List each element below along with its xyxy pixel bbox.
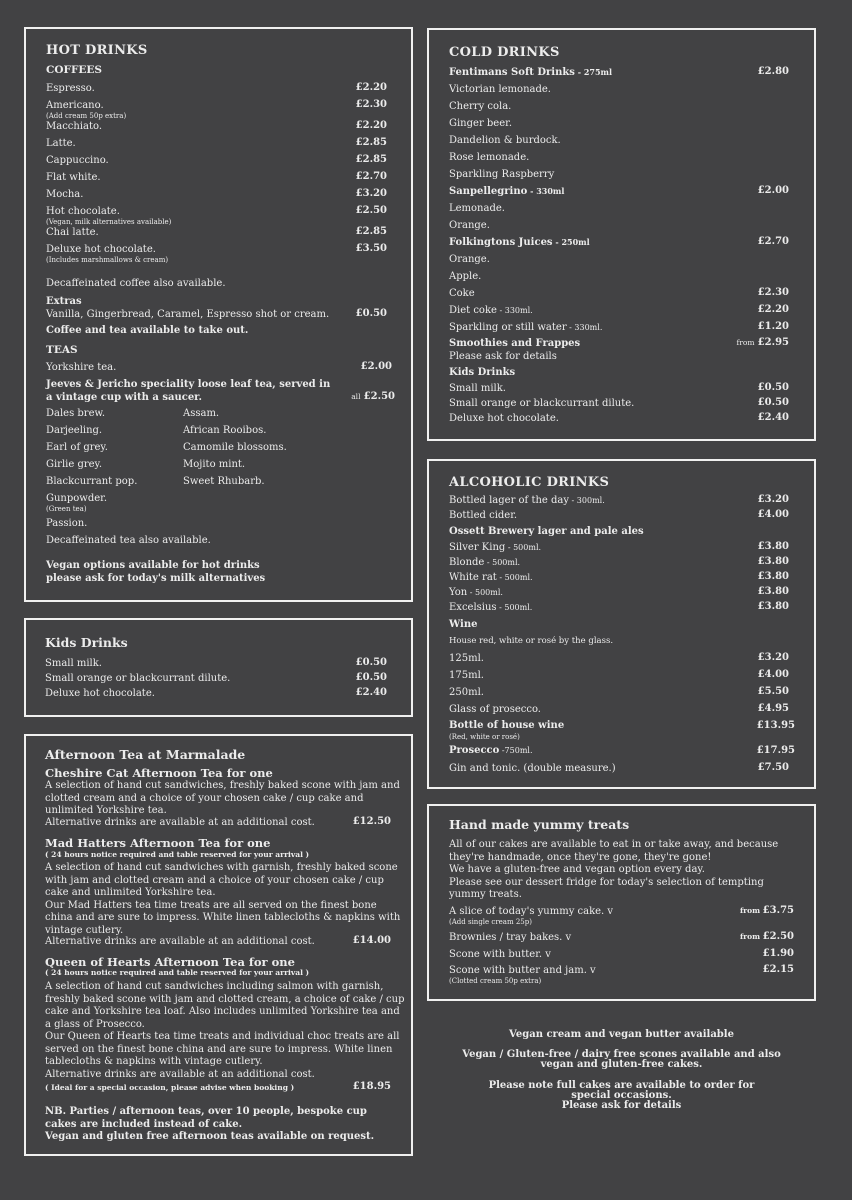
queen-of-hearts-line: cake and Yorkshire tea loaf. Also includes unlimited Yorkshire tea and bbox=[45, 1006, 400, 1017]
mad-hatters-line: Our Mad Hatters tea time treats are all served on the finest bone bbox=[45, 899, 377, 911]
cold-drinks-title: COLD DRINKS bbox=[449, 45, 560, 60]
cheshire-line: unlimited Yorkshire tea. bbox=[45, 805, 167, 816]
wine-item-name: 175ml. bbox=[449, 670, 484, 681]
coffee-item-name: Deluxe hot chocolate. bbox=[46, 244, 156, 255]
ale-name: Silver King - 500ml. bbox=[449, 542, 542, 553]
cold-kids-price: £0.50 bbox=[757, 382, 789, 393]
prosecco bbox=[449, 745, 533, 756]
kids-drink-name: Small milk. bbox=[45, 658, 102, 669]
treat-item-price: £1.90 bbox=[762, 948, 794, 959]
cheshire-cat-title: Cheshire Cat Afternoon Tea for one bbox=[45, 766, 273, 780]
cheshire-line: A selection of hand cut sandwiches, freshly baked scone with jam and bbox=[45, 780, 400, 791]
mad-hatters-line: vintage cutlery. bbox=[45, 924, 124, 936]
treat-item-name: A slice of today's yummy cake. v bbox=[449, 906, 614, 917]
tea-item: Gunpowder. bbox=[46, 493, 108, 504]
jeeves-price-value: £2.50 bbox=[363, 391, 395, 402]
cold-drink-name: Rose lemonade. bbox=[449, 152, 530, 163]
mad-hatters-line: china and are sure to impress. White linen tablecloths & napkins with bbox=[45, 912, 401, 923]
coffee-item-name: Latte. bbox=[46, 138, 76, 149]
coffee-item-price: £3.50 bbox=[355, 243, 387, 254]
queen-of-hearts-occasion: ( Ideal for a special occasion, please advise when booking ) bbox=[45, 1083, 295, 1092]
yorkshire-tea-price: £2.00 bbox=[360, 361, 392, 372]
mad-hatters-line: cake and unlimited Yorkshire tea. bbox=[45, 887, 216, 898]
decaf-coffee-note: Decaffeinated coffee also available. bbox=[46, 278, 226, 289]
treats-line: Please see our dessert fridge for today's selection of tempting bbox=[449, 876, 764, 888]
cold-drink-name: Diet coke - 330ml. bbox=[449, 305, 533, 316]
tea-item: Darjeeling. bbox=[46, 425, 103, 436]
bottled-lager bbox=[449, 495, 605, 506]
treats-line: yummy treats. bbox=[449, 889, 522, 900]
gin-and-tonic-price: £7.50 bbox=[757, 762, 789, 773]
smoothies-price bbox=[736, 337, 789, 348]
queen-of-hearts-title: Queen of Hearts Afternoon Tea for one bbox=[45, 955, 295, 969]
ale-name: Blonde - 500ml. bbox=[449, 557, 521, 568]
coffee-item-name: Mocha. bbox=[46, 189, 84, 200]
afternoon-tea-title: Afternoon Tea at Marmalade bbox=[45, 747, 246, 762]
kids-drink-name: Small orange or blackcurrant dilute. bbox=[45, 673, 231, 684]
footer-line-3c: Please ask for details bbox=[561, 1100, 682, 1111]
cheshire-alt-drinks: Alternative drinks are available at an additional cost. bbox=[45, 817, 315, 828]
alcoholic-drinks-title: ALCOHOLIC DRINKS bbox=[449, 475, 610, 490]
bottled-lager-name: Bottled lager of the day bbox=[449, 495, 570, 506]
treat-item-price: from £3.75 bbox=[739, 905, 794, 916]
bottled-lager-price: £3.20 bbox=[757, 494, 789, 505]
mad-hatters-alt-drinks: Alternative drinks are available at an additional cost. bbox=[45, 936, 315, 947]
treat-item-note: (Add single cream 25p) bbox=[449, 918, 532, 926]
cold-drink-price: £2.00 bbox=[757, 185, 789, 196]
ale-price: £3.80 bbox=[757, 541, 789, 552]
treat-item-price: from £2.50 bbox=[739, 931, 794, 942]
jeeves-all-label: all bbox=[351, 392, 361, 401]
cold-drink-name: Coke bbox=[449, 288, 475, 299]
hot-drinks-title: HOT DRINKS bbox=[46, 43, 148, 58]
treat-item-note: (Clotted cream 50p extra) bbox=[449, 977, 542, 985]
tea-item: Camomile blossoms. bbox=[183, 442, 287, 453]
coffee-item-price: £2.85 bbox=[355, 137, 387, 148]
ossett-heading: Ossett Brewery lager and pale ales bbox=[449, 526, 644, 537]
treats-title: Hand made yummy treats bbox=[449, 817, 630, 832]
jeeves-line-1: Jeeves & Jericho speciality loose leaf tea, served in bbox=[46, 379, 331, 390]
vegan-options-line-1: Vegan options available for hot drinks bbox=[46, 560, 260, 571]
ale-price: £3.80 bbox=[757, 586, 789, 597]
wine-item-price: £4.00 bbox=[757, 669, 789, 680]
gunpowder-note: (Green tea) bbox=[46, 505, 87, 513]
cold-drink-name: Lemonade. bbox=[449, 203, 505, 214]
cold-kids-name: Small orange or blackcurrant dilute. bbox=[449, 398, 635, 409]
cheshire-line: clotted cream and a choice of your chosen cake / cup cake and bbox=[45, 792, 364, 804]
coffee-item-name: Flat white. bbox=[46, 172, 101, 183]
yorkshire-tea: Yorkshire tea. bbox=[46, 362, 117, 373]
queen-of-hearts-line: served on the finest bone china and are sure to impress. White linen bbox=[45, 1043, 393, 1055]
vegan-options-line-2: please ask for today's milk alternatives bbox=[46, 573, 266, 584]
gin-and-tonic: Gin and tonic. (double measure.) bbox=[449, 763, 616, 774]
cold-drink-price: £2.30 bbox=[757, 287, 789, 298]
wine-item-price: £4.95 bbox=[757, 703, 789, 714]
coffee-item-name: Cappuccino. bbox=[46, 155, 109, 166]
kids-drink-price: £0.50 bbox=[355, 672, 387, 683]
queen-of-hearts-line: tablecloths & napkins with vintage cutlery. bbox=[45, 1056, 263, 1067]
smoothies-sub: Please ask for details bbox=[449, 351, 557, 362]
footer-line-2a: Vegan / Gluten-free / dairy free scones available and also bbox=[462, 1049, 781, 1060]
cold-kids-price: £2.40 bbox=[757, 412, 789, 423]
bottled-cider-price: £4.00 bbox=[757, 509, 789, 520]
tea-item: Earl of grey. bbox=[46, 442, 108, 453]
coffee-item-price: £3.20 bbox=[355, 188, 387, 199]
coffee-item-price: £2.20 bbox=[355, 82, 387, 93]
queen-of-hearts-line: Our Queen of Hearts tea time treats and individual choc treats are all bbox=[45, 1031, 400, 1042]
coffee-item-name: Chai latte. bbox=[46, 227, 99, 238]
cold-drink-name: Orange. bbox=[449, 254, 490, 265]
mad-hatters-title: Mad Hatters Afternoon Tea for one bbox=[45, 836, 271, 850]
smoothies-heading: Smoothies and Frappes bbox=[449, 338, 581, 349]
footer-line-1: Vegan cream and vegan butter available bbox=[509, 1029, 734, 1040]
coffee-item-price: £2.85 bbox=[355, 154, 387, 165]
bottled-cider: Bottled cider. bbox=[449, 510, 518, 521]
jeeves-price bbox=[351, 391, 395, 402]
cheshire-price: £12.50 bbox=[352, 816, 391, 827]
treats-line: All of our cakes are available to eat in or take away, and because bbox=[449, 839, 779, 850]
extras-price: £0.50 bbox=[355, 308, 387, 319]
treats-line: they're handmade, once they're gone, they're gone! bbox=[449, 851, 712, 863]
footer-line-3b: special occasions. bbox=[571, 1090, 672, 1101]
bottle-house-wine: Bottle of house wine bbox=[449, 720, 565, 731]
tea-item: Assam. bbox=[183, 408, 220, 419]
tea-item: Mojito mint. bbox=[183, 459, 246, 470]
tea-item: Sweet Rhubarb. bbox=[183, 476, 265, 487]
cold-drink-name: Sanpellegrino - 330ml bbox=[449, 186, 565, 197]
ale-name: Yon - 500ml. bbox=[449, 587, 503, 598]
cold-kids-heading: Kids Drinks bbox=[449, 367, 516, 378]
tea-item: Blackcurrant pop. bbox=[46, 476, 138, 487]
mad-hatters-line: with jam and clotted cream and a choice of your chosen cake / cup bbox=[45, 874, 384, 886]
smoothies-from-label: from bbox=[736, 338, 755, 347]
footer-line-2b: vegan and gluten-free cakes. bbox=[540, 1059, 703, 1070]
cold-kids-name: Deluxe hot chocolate. bbox=[449, 413, 559, 424]
wine-item-price: £3.20 bbox=[757, 652, 789, 663]
cold-drink-name: Apple. bbox=[449, 271, 482, 282]
mad-hatters-price: £14.00 bbox=[352, 935, 391, 946]
coffees-heading: COFFEES bbox=[46, 64, 103, 76]
kids-drink-price: £2.40 bbox=[355, 687, 387, 698]
wine-item-name: 125ml. bbox=[449, 653, 484, 664]
tea-item: Girlie grey. bbox=[46, 459, 103, 470]
teas-heading: TEAS bbox=[46, 344, 78, 356]
cold-drink-price: £2.70 bbox=[757, 236, 789, 247]
queen-of-hearts-price: £18.95 bbox=[352, 1081, 391, 1092]
cold-drink-name: Dandelion & burdock. bbox=[449, 135, 561, 146]
queen-of-hearts-line: freshly baked scone with jam and clotted cream, a choice of cake / cup bbox=[45, 993, 405, 1005]
tea-item: Dales brew. bbox=[46, 408, 106, 419]
coffee-item-name: Espresso. bbox=[46, 83, 95, 94]
cold-drink-name: Sparkling Raspberry bbox=[449, 169, 555, 180]
treat-item-price: £2.15 bbox=[762, 964, 794, 975]
coffee-item-note: (Add cream 50p extra) bbox=[46, 112, 127, 120]
treats-line: We have a gluten-free and vegan option every day. bbox=[449, 864, 705, 875]
ale-price: £3.80 bbox=[757, 601, 789, 612]
treat-item-name: Brownies / tray bakes. v bbox=[449, 932, 572, 943]
cold-drink-name: Orange. bbox=[449, 220, 490, 231]
cold-drink-name: Victorian lemonade. bbox=[449, 84, 551, 95]
coffee-item-price: £2.70 bbox=[355, 171, 387, 182]
kids-drink-name: Deluxe hot chocolate. bbox=[45, 688, 155, 699]
cold-drink-price: £2.20 bbox=[757, 304, 789, 315]
coffee-item-name: Americano. bbox=[46, 100, 104, 111]
coffee-item-price: £2.50 bbox=[355, 205, 387, 216]
prosecco-size: -750ml. bbox=[499, 746, 533, 755]
kids-drink-price: £0.50 bbox=[355, 657, 387, 668]
ale-name: White rat - 500ml. bbox=[449, 572, 533, 583]
cold-drink-price: £2.80 bbox=[757, 66, 789, 77]
cold-kids-price: £0.50 bbox=[757, 397, 789, 408]
wine-item-price: £5.50 bbox=[757, 686, 789, 697]
coffee-item-price: £2.85 bbox=[355, 226, 387, 237]
nb-line: NB. Parties / afternoon teas, over 10 people, bespoke cup bbox=[45, 1106, 367, 1117]
cold-drink-name: Ginger beer. bbox=[449, 118, 513, 129]
extras-text: Vanilla, Gingerbread, Caramel, Espresso shot or cream. bbox=[46, 309, 330, 320]
decaf-tea-note: Decaffeinated tea also available. bbox=[46, 535, 211, 546]
tea-item: African Rooibos. bbox=[183, 425, 267, 436]
coffee-item-note: (Includes marshmallows & cream) bbox=[46, 256, 169, 264]
queen-of-hearts-line: A selection of hand cut sandwiches including salmon with garnish, bbox=[45, 981, 384, 992]
cold-drink-name: Sparkling or still water - 330ml. bbox=[449, 322, 603, 333]
prosecco-price: £17.95 bbox=[756, 745, 795, 756]
ale-price: £3.80 bbox=[757, 556, 789, 567]
queen-of-hearts-line: a glass of Prosecco. bbox=[45, 1018, 145, 1030]
treat-item-name: Scone with butter and jam. v bbox=[449, 965, 596, 976]
passion-tea: Passion. bbox=[46, 518, 88, 529]
kids-drinks-title: Kids Drinks bbox=[45, 635, 128, 650]
takeaway-note: Coffee and tea available to take out. bbox=[46, 325, 249, 336]
nb-line: cakes are included instead of cake. bbox=[45, 1118, 243, 1130]
cold-drink-name: Cherry cola. bbox=[449, 101, 512, 112]
wine-sub: House red, white or rosé by the glass. bbox=[449, 636, 614, 646]
coffee-item-name: Hot chocolate. bbox=[46, 206, 120, 217]
wine-heading: Wine bbox=[449, 619, 478, 630]
coffee-item-note: (Vegan, milk alternatives available) bbox=[46, 218, 172, 226]
wine-item-name: 250ml. bbox=[449, 687, 484, 698]
cold-drink-name: Folkingtons Juices - 250ml bbox=[449, 237, 590, 248]
bottle-house-wine-note: (Red, white or rosé) bbox=[449, 733, 520, 741]
coffee-item-price: £2.20 bbox=[355, 120, 387, 131]
smoothies-price-value: £2.95 bbox=[757, 337, 789, 348]
nb-line: Vegan and gluten free afternoon teas available on request. bbox=[45, 1131, 375, 1142]
bottle-house-wine-price: £13.95 bbox=[756, 720, 795, 731]
prosecco-name: Prosecco bbox=[449, 745, 500, 756]
cold-drink-name: Fentimans Soft Drinks - 275ml bbox=[449, 67, 613, 78]
footer-line-3a: Please note full cakes are available to order for bbox=[488, 1080, 755, 1091]
coffee-item-price: £2.30 bbox=[355, 99, 387, 110]
ale-price: £3.80 bbox=[757, 571, 789, 582]
cold-kids-name: Small milk. bbox=[449, 383, 506, 394]
extras-heading: Extras bbox=[46, 296, 82, 307]
ale-name: Excelsius - 500ml. bbox=[449, 602, 533, 613]
bottled-lager-size: - 300ml. bbox=[569, 496, 605, 505]
queen-of-hearts-line: Alternative drinks are available at an additional cost. bbox=[45, 1068, 315, 1080]
wine-item-name: Glass of prosecco. bbox=[449, 704, 541, 715]
queen-of-hearts-notice: ( 24 hours notice required and table reserved for your arrival ) bbox=[45, 968, 310, 977]
mad-hatters-line: A selection of hand cut sandwiches with garnish, freshly baked scone bbox=[45, 862, 398, 873]
mad-hatters-notice: ( 24 hours notice required and table reserved for your arrival ) bbox=[45, 850, 310, 859]
coffee-item-name: Macchiato. bbox=[46, 121, 103, 132]
jeeves-line-2: a vintage cup with a saucer. bbox=[46, 392, 203, 403]
cold-drink-price: £1.20 bbox=[757, 321, 789, 332]
treat-item-name: Scone with butter. v bbox=[449, 949, 551, 960]
